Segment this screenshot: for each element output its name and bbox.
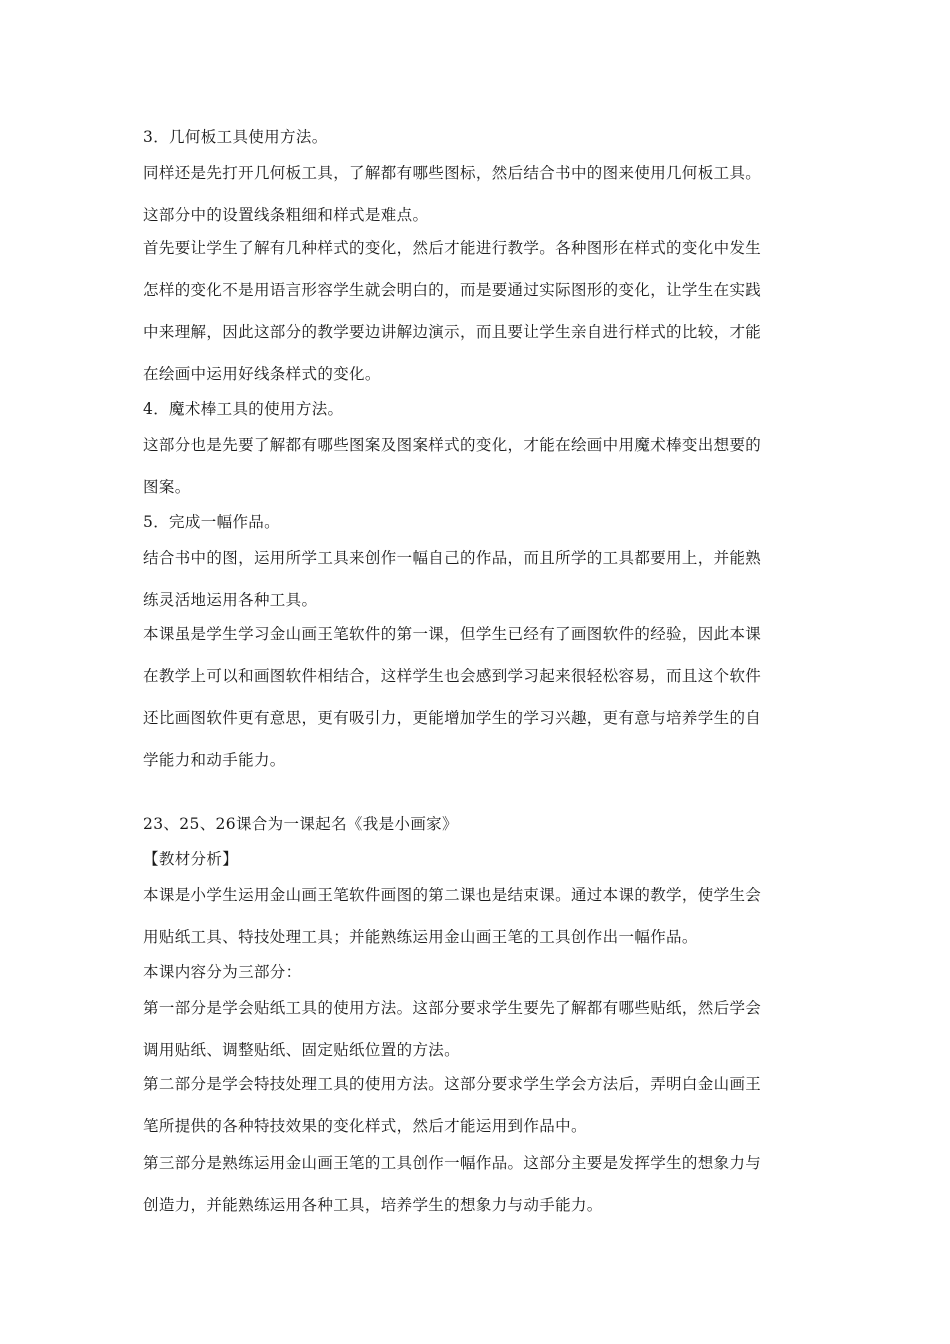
paragraph-line: 本课内容分为三部分： [143, 963, 302, 981]
paragraph-line: 用贴纸工具、特技处理工具；并能熟练运用金山画王笔的工具创作出一幅作品。 [143, 928, 698, 946]
paragraph-line: 还比画图软件更有意思，更有吸引力，更能增加学生的学习兴趣，更有意与培养学生的自 [143, 709, 762, 727]
section-heading-complete-work: 5．完成一幅作品。 [143, 513, 281, 531]
paragraph-line: 本课虽是学生学习金山画王笔软件的第一课，但学生已经有了画图软件的经验，因此本课 [143, 625, 762, 643]
paragraph-line: 第二部分是学会特技处理工具的使用方法。这部分要求学生学会方法后，弄明白金山画王 [143, 1075, 762, 1093]
paragraph-line: 第一部分是学会贴纸工具的使用方法。这部分要求学生要先了解都有哪些贴纸，然后学会 [143, 999, 762, 1017]
paragraph-line: 本课是小学生运用金山画王笔软件画图的第二课也是结束课。通过本课的教学，使学生会 [143, 886, 762, 904]
paragraph-line: 怎样的变化不是用语言形容学生就会明白的，而是要通过实际图形的变化，让学生在实践 [143, 281, 762, 299]
paragraph-line: 这部分也是先要了解都有哪些图案及图案样式的变化，才能在绘画中用魔术棒变出想要的 [143, 436, 762, 454]
paragraph-line: 首先要让学生了解有几种样式的变化，然后才能进行教学。各种图形在样式的变化中发生 [143, 239, 762, 257]
paragraph-line: 创造力，并能熟练运用各种工具，培养学生的想象力与动手能力。 [143, 1196, 603, 1214]
paragraph-line: 调用贴纸、调整贴纸、固定贴纸位置的方法。 [143, 1041, 461, 1059]
section-heading-magic-wand: 4．魔术棒工具的使用方法。 [143, 400, 344, 418]
paragraph-line: 笔所提供的各种特技效果的变化样式，然后才能运用到作品中。 [143, 1117, 587, 1135]
section-heading-textbook-analysis: 【教材分析】 [143, 850, 239, 868]
lesson-title: 23、25、26课合为一课起名《我是小画家》 [143, 815, 458, 833]
paragraph-line: 这部分中的设置线条粗细和样式是难点。 [143, 206, 429, 224]
paragraph-line: 练灵活地运用各种工具。 [143, 591, 318, 609]
section-heading-geometry-tool: 3．几何板工具使用方法。 [143, 128, 328, 146]
paragraph-line: 在绘画中运用好线条样式的变化。 [143, 365, 381, 383]
paragraph-line: 在教学上可以和画图软件相结合，这样学生也会感到学习起来很轻松容易，而且这个软件 [143, 667, 762, 685]
paragraph-line: 第三部分是熟练运用金山画王笔的工具创作一幅作品。这部分主要是发挥学生的想象力与 [143, 1154, 762, 1172]
paragraph-line: 学能力和动手能力。 [143, 751, 286, 769]
paragraph-line: 中来理解，因此这部分的教学要边讲解边演示，而且要让学生亲自进行样式的比较，才能 [143, 323, 762, 341]
paragraph-line: 同样还是先打开几何板工具，了解都有哪些图标，然后结合书中的图来使用几何板工具。 [143, 164, 762, 182]
paragraph-line: 图案。 [143, 478, 191, 496]
paragraph-line: 结合书中的图，运用所学工具来创作一幅自己的作品，而且所学的工具都要用上，并能熟 [143, 549, 762, 567]
